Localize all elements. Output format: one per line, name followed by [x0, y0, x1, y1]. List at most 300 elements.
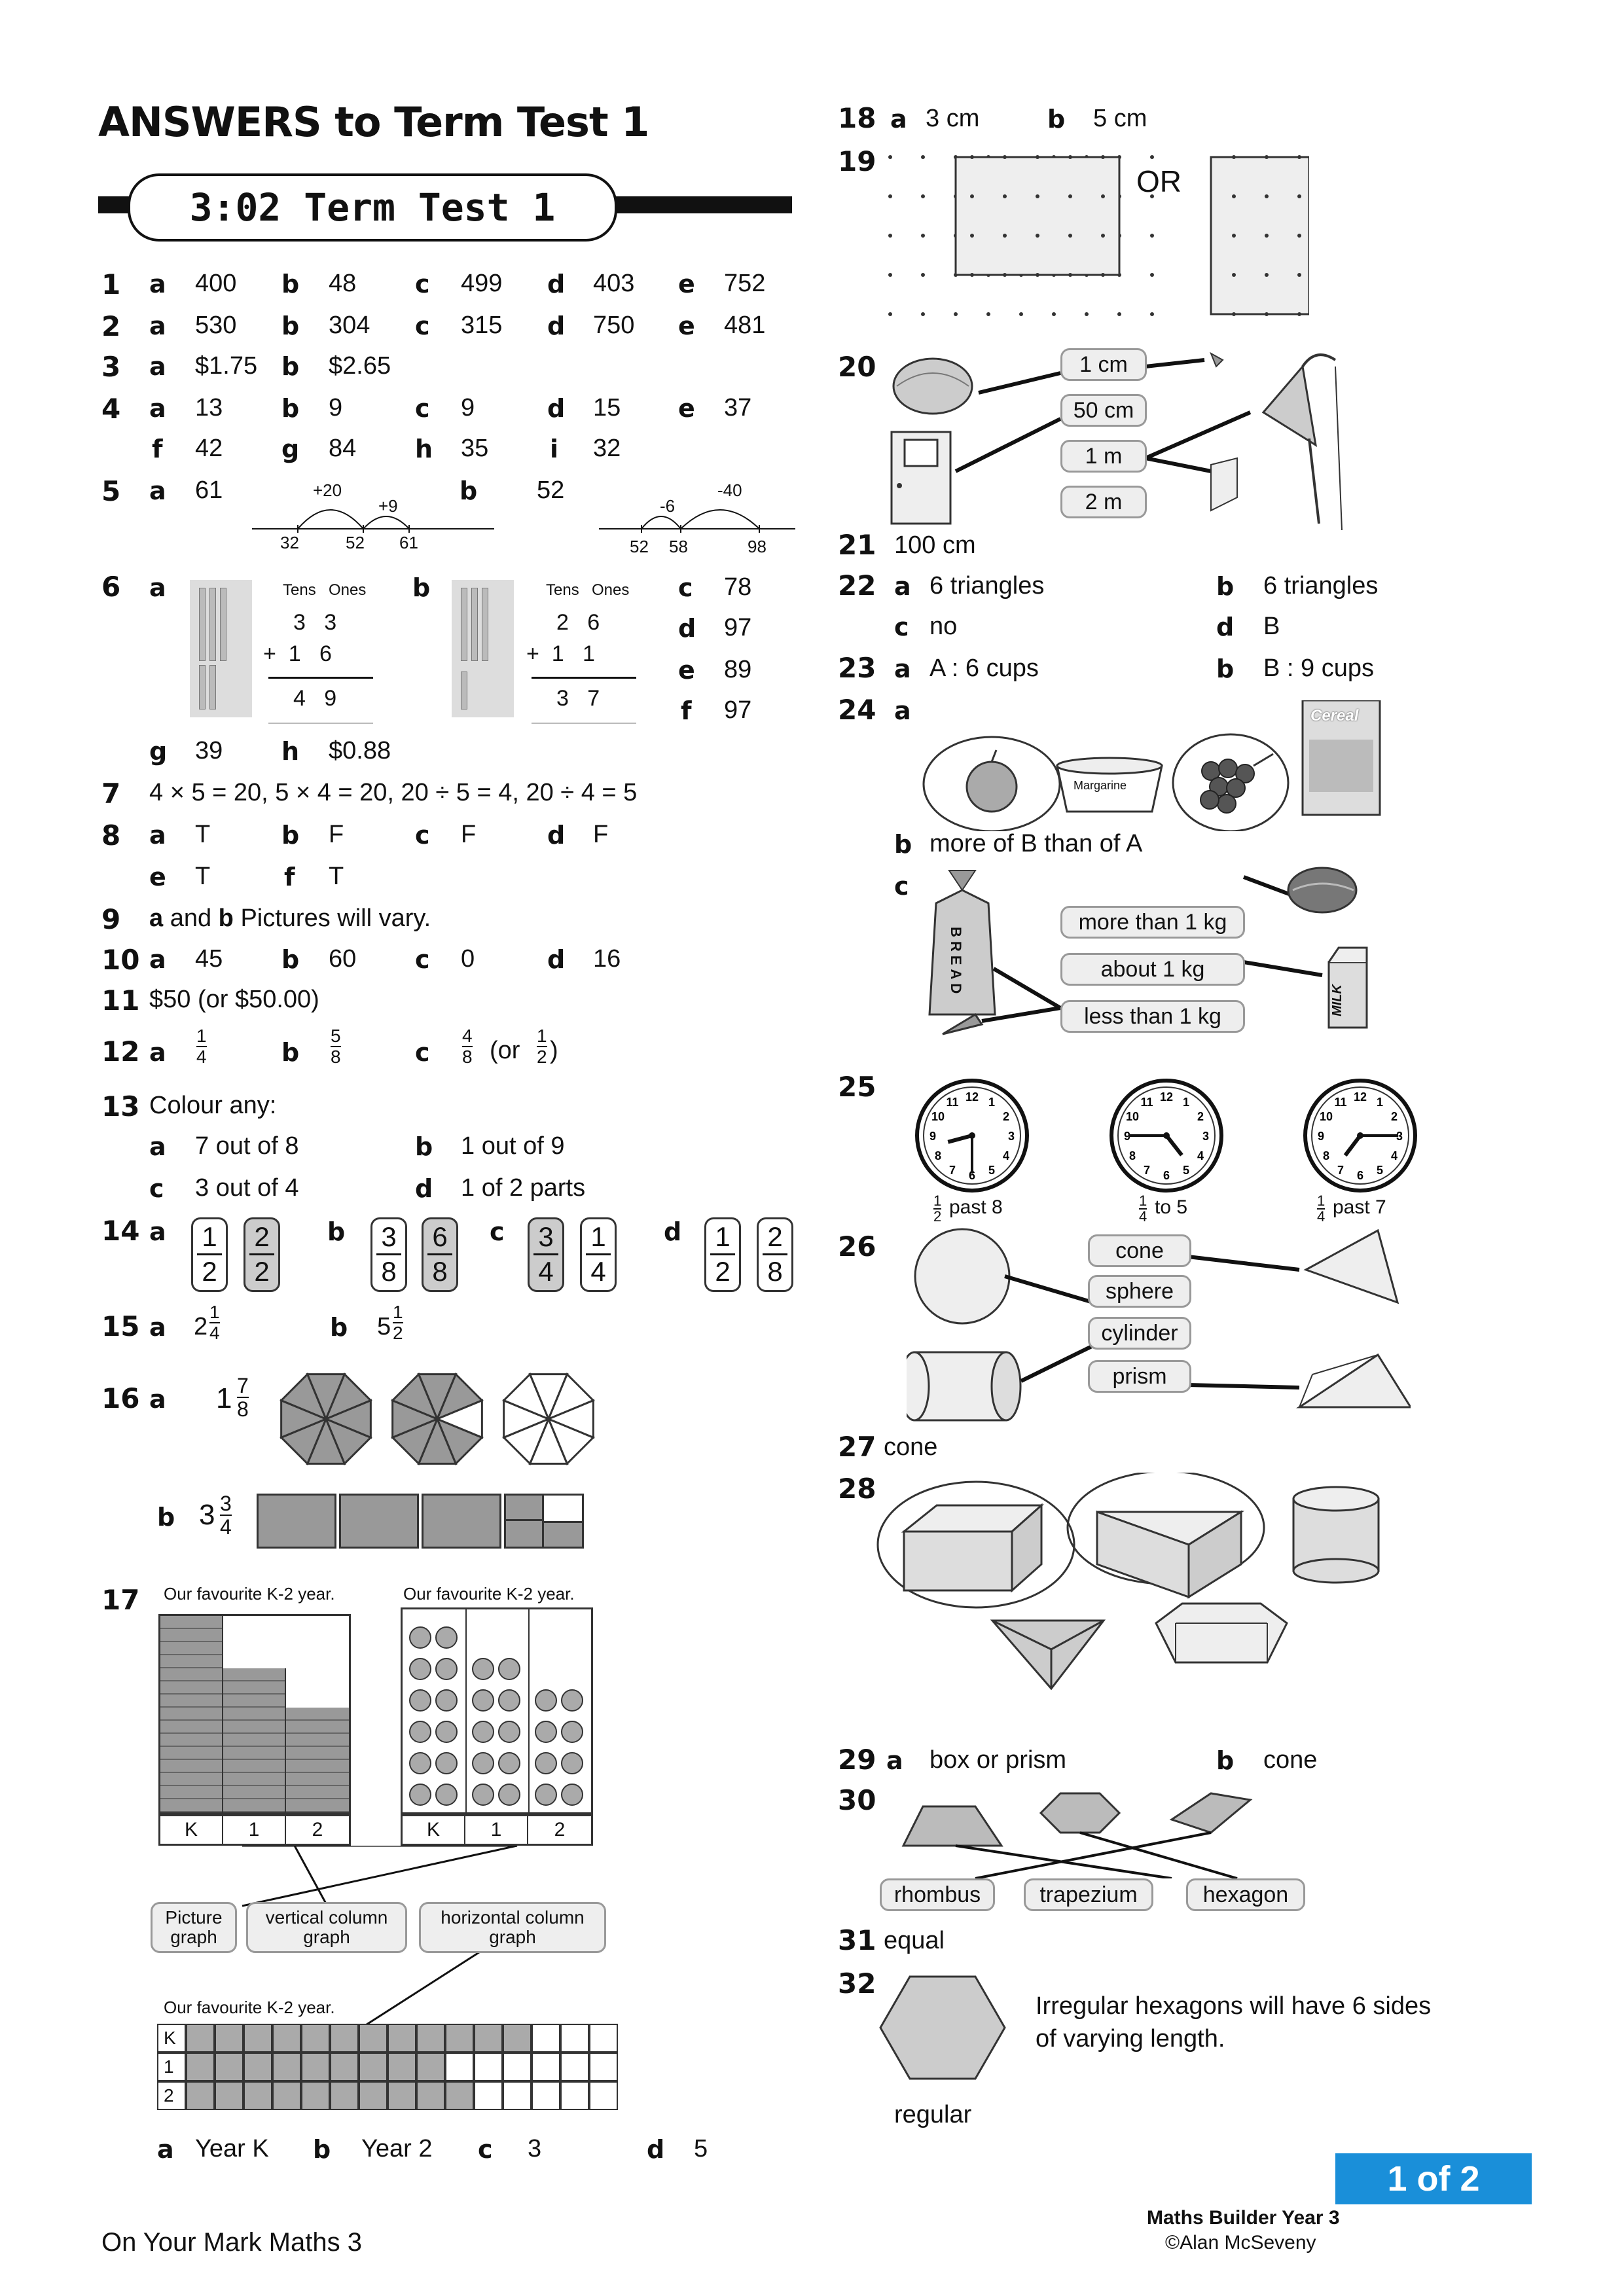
grid-cell [416, 2081, 445, 2110]
part-letter: a [149, 945, 166, 974]
grid-cell [445, 2053, 474, 2081]
margarine-label: Margarine [1074, 779, 1127, 792]
denominator: 2 [254, 1256, 270, 1287]
question-number: 22 [838, 569, 876, 601]
clock-numeral: 6 [1163, 1169, 1170, 1182]
question-number: 11 [101, 984, 140, 1016]
clock-numeral: 5 [1376, 1163, 1384, 1177]
question-number: 27 [838, 1431, 876, 1463]
answer-value: no [929, 613, 958, 640]
bread-label: BREAD [948, 927, 964, 998]
denominator: 4 [590, 1256, 606, 1287]
grid-dot [1150, 155, 1154, 159]
part-letter: d [664, 1217, 682, 1246]
column-header-ones: Ones [329, 581, 367, 599]
answer-value: 6 triangles [1263, 572, 1379, 600]
answer-value: 45 [195, 945, 223, 973]
part-letter: c [415, 945, 430, 974]
shape-option: rhombus [880, 1878, 995, 1911]
clock-numeral: 2 [1390, 1110, 1398, 1123]
grid-cell [560, 2024, 589, 2053]
answer-value: 750 [593, 312, 635, 339]
smiley-icon [435, 1626, 458, 1649]
question-number: 4 [101, 393, 121, 425]
question-number: 32 [838, 1967, 876, 2000]
question-number: 23 [838, 652, 876, 684]
whole-number: 2 [194, 1313, 208, 1340]
numerator: 5 [331, 1026, 341, 1046]
column-header-ones: Ones [592, 581, 630, 599]
picture-graph [401, 1607, 593, 1814]
grid-cell [301, 2053, 330, 2081]
part-letter: b [1216, 1746, 1235, 1775]
smiley-icon [561, 1721, 583, 1743]
grid-cell [416, 2053, 445, 2081]
dot-grid-rectangles [877, 144, 1309, 321]
part-letter: g [281, 435, 300, 463]
grid-cell [589, 2081, 618, 2110]
length-option: 2 m [1060, 486, 1147, 518]
question-number: 1 [101, 268, 121, 300]
answer-value: 304 [329, 312, 370, 339]
part-letter: b [281, 821, 300, 850]
part-letter: e [678, 270, 695, 298]
grid-cell [532, 2053, 560, 2081]
answer-value: 89 [724, 656, 752, 683]
clock-numeral: 7 [948, 1163, 956, 1177]
grid-cell [388, 2081, 416, 2110]
clock-numeral: 7 [1337, 1163, 1344, 1177]
part-letter: d [1216, 613, 1235, 641]
grid-cell [388, 2024, 416, 2053]
part-letter: a [149, 573, 166, 602]
fraction [462, 1026, 473, 1067]
part-letter: a [149, 821, 166, 850]
question-number: 24 [838, 694, 876, 726]
fraction [237, 1374, 249, 1420]
denominator: 8 [462, 1047, 473, 1067]
graph-axis-labels [401, 1814, 593, 1846]
question-number: 9 [101, 903, 121, 935]
part-letter: a [890, 105, 907, 134]
fraction [209, 1302, 220, 1343]
part-letter: a [894, 572, 911, 601]
part-letter: c [415, 1038, 430, 1067]
column-header-tens: Tens [546, 581, 579, 599]
graph-type-label: vertical column graph [246, 1902, 407, 1953]
part-letter: c [490, 1217, 505, 1246]
smiley-icon [409, 1626, 431, 1649]
sum-row: 3 7 [556, 686, 600, 711]
sum-row: 2 6 [556, 610, 600, 635]
part-letter: h [415, 435, 433, 463]
grid-cell [503, 2081, 532, 2110]
cereal-label: Cereal [1310, 707, 1359, 725]
answer-value: 481 [724, 312, 766, 339]
grid-dot [1085, 312, 1089, 316]
footer-series: Maths Builder Year 3 [1147, 2207, 1340, 2229]
fraction-card [191, 1217, 228, 1292]
answer-value: 9 [329, 394, 343, 422]
answer-value: 5 [694, 2135, 708, 2162]
fraction-card [704, 1217, 741, 1292]
answer-value: B [1263, 613, 1280, 640]
grid-dot [1265, 155, 1269, 159]
grid-dot [1101, 155, 1105, 159]
clock-numeral: 4 [1390, 1149, 1398, 1162]
answer-value: 0 [461, 945, 475, 973]
clock-center [1163, 1132, 1170, 1139]
part-letter: b [1216, 655, 1235, 683]
numerator: 2 [763, 1221, 787, 1255]
grid-dot [921, 273, 925, 277]
answer-value: 499 [461, 270, 503, 297]
denominator: 8 [767, 1256, 783, 1287]
length-option: 1 cm [1060, 348, 1147, 381]
smiley-icon [472, 1721, 494, 1743]
fraction-card [757, 1217, 793, 1292]
grid-dot [1265, 312, 1269, 316]
question-number: 2 [101, 310, 121, 342]
answer-text: more of B than of A [929, 830, 1143, 857]
part-letter: a [886, 1746, 903, 1775]
grid-cell [359, 2081, 388, 2110]
answer-value: 97 [724, 696, 752, 724]
question-number: 21 [838, 529, 876, 561]
answer-value: 84 [329, 435, 357, 462]
answer-value: 9 [461, 394, 475, 422]
part-letter: a [157, 2135, 174, 2164]
grid-cell [330, 2024, 359, 2053]
answer-value: 1 out of 9 [461, 1132, 565, 1160]
octagon-fraction-shaded [385, 1367, 490, 1471]
smiley-icon [472, 1752, 494, 1774]
tick-label: 61 [399, 533, 418, 552]
answer-value: B : 9 cups [1263, 655, 1374, 682]
or-label: OR [1136, 164, 1182, 198]
grid-dot [1297, 234, 1301, 238]
answer-value: 5 cm [1093, 105, 1147, 132]
answer-text [149, 905, 431, 933]
part-letter: b [460, 476, 478, 505]
jump-label: +20 [313, 480, 342, 500]
answer-text: 100 cm [894, 531, 976, 559]
grid-dot [1297, 194, 1301, 198]
part-letter: b [1216, 572, 1235, 601]
answer-value: 315 [461, 312, 503, 339]
part-letter: b [894, 830, 912, 859]
page-indicator: 1 of 2 [1335, 2153, 1532, 2204]
clock-numeral: 11 [946, 1096, 959, 1109]
part-letter: c [415, 312, 430, 340]
grid-cell [503, 2053, 532, 2081]
numerator: 1 [1139, 1193, 1147, 1209]
clock-center [969, 1132, 975, 1139]
denominator: 8 [381, 1256, 397, 1287]
denominator: 8 [237, 1397, 249, 1421]
grid-cell [330, 2053, 359, 2081]
grid-dot [1101, 234, 1105, 238]
clock-numeral: 5 [1182, 1163, 1190, 1177]
denominator: 4 [196, 1047, 207, 1067]
grid-dot [1297, 155, 1301, 159]
clock-caption: to 5 [1155, 1196, 1188, 1218]
smiley-icon [409, 1721, 431, 1743]
base-ten-blocks-image [452, 580, 514, 717]
part-letter: a [149, 1132, 166, 1161]
clock-numeral: 3 [1007, 1130, 1015, 1143]
solid-option: prism [1088, 1360, 1191, 1393]
smiley-icon [409, 1689, 431, 1712]
smiley-icon [435, 1689, 458, 1712]
question-number: 26 [838, 1230, 876, 1263]
clock-face [913, 1077, 1031, 1194]
clock-numeral: 2 [1197, 1110, 1204, 1123]
answer-value: 39 [195, 737, 223, 764]
fraction [1317, 1194, 1325, 1224]
numerator: 1 [586, 1221, 611, 1255]
grid-dot [1101, 194, 1105, 198]
part-letter: b [327, 1217, 346, 1246]
fraction [393, 1302, 403, 1343]
answer-text: Irregular hexagons will have 6 sides [1036, 1992, 1432, 2020]
clock-numeral: 10 [1320, 1110, 1333, 1123]
question-number: 19 [838, 145, 876, 177]
part-letter: b [330, 1313, 348, 1342]
part-letter: a [149, 270, 166, 298]
grid-cell [301, 2024, 330, 2053]
answer-value: T [195, 821, 211, 848]
question-number: 7 [101, 778, 121, 810]
row-label: K [157, 2024, 186, 2053]
answer-value: box or prism [929, 1746, 1067, 1774]
part-letter: c [894, 872, 909, 901]
grid-cell [416, 2024, 445, 2053]
footer-book-title: On Your Mark Maths 3 [101, 2228, 362, 2257]
grid-cell [474, 2024, 503, 2053]
category-label: 1 [465, 1816, 528, 1844]
denominator: 4 [538, 1256, 554, 1287]
part-letter: b [281, 352, 300, 381]
grid-dot [921, 234, 925, 238]
numerator: 1 [393, 1302, 403, 1322]
vertical-column-graph [158, 1614, 351, 1814]
numerator: 1 [197, 1221, 222, 1255]
answer-value: 13 [195, 394, 223, 422]
part-letter: b [157, 1503, 175, 1532]
smiley-icon [472, 1658, 494, 1680]
answer-value: 37 [724, 394, 752, 422]
whole-number: 3 [199, 1499, 215, 1531]
sum-rule [532, 723, 636, 724]
solid-option: cone [1088, 1234, 1191, 1267]
denominator: 2 [393, 1323, 403, 1343]
answer-value: 752 [724, 270, 766, 297]
answer-value: 1 of 2 parts [461, 1174, 586, 1202]
smiley-icon [561, 1689, 583, 1712]
fraction-card [370, 1217, 407, 1292]
smiley-icon [472, 1689, 494, 1712]
grid-dot [1232, 155, 1236, 159]
answer-value: 48 [329, 270, 357, 297]
category-label: 1 [223, 1816, 286, 1844]
smiley-icon [498, 1658, 520, 1680]
length-option: 1 m [1060, 440, 1147, 473]
answer-text: 4 × 5 = 20, 5 × 4 = 20, 20 ÷ 5 = 4, 20 ÷ 4 = 5 [149, 779, 638, 806]
clock-numeral: 12 [1159, 1090, 1174, 1103]
part-letter: b [218, 905, 234, 932]
sum-row: + 1 1 [526, 641, 595, 666]
grid-cell [532, 2081, 560, 2110]
grid-cell [272, 2053, 301, 2081]
grid-cell [215, 2081, 244, 2110]
clock-numeral: 4 [1197, 1149, 1204, 1162]
grid-dot [1068, 194, 1072, 198]
part-letter: a [149, 905, 164, 932]
base-ten-blocks-image [190, 580, 252, 717]
grid-cell [474, 2053, 503, 2081]
grid-dot [1265, 273, 1269, 277]
denominator: 2 [933, 1208, 942, 1225]
part-letter: d [415, 1174, 433, 1203]
part-letter: b [281, 945, 300, 974]
numerator: 3 [220, 1492, 232, 1515]
answer-text: cone [884, 1433, 938, 1461]
fraction-card [528, 1217, 564, 1292]
part-letter: d [547, 394, 566, 423]
question-number: 28 [838, 1473, 876, 1505]
grid-dot [1052, 312, 1056, 316]
part-letter: c [415, 270, 430, 298]
fraction-card [422, 1217, 458, 1292]
numerator: 1 [710, 1221, 735, 1255]
smiley-icon [498, 1689, 520, 1712]
grid-cell [474, 2081, 503, 2110]
graph-title: Our favourite K-2 year. [403, 1584, 575, 1604]
answer-value: 403 [593, 270, 635, 297]
question-number: 6 [101, 571, 121, 603]
part-letter: c [894, 613, 909, 641]
grid-cell [272, 2024, 301, 2053]
smiley-icon [435, 1784, 458, 1806]
clock-numeral: 3 [1396, 1130, 1403, 1143]
part-letter: g [149, 737, 168, 766]
jump-label: -40 [717, 480, 742, 500]
denominator: 2 [202, 1256, 217, 1287]
clock-numeral: 8 [935, 1149, 942, 1162]
question-number: 10 [101, 944, 140, 976]
grid-dot [1297, 312, 1301, 316]
answer-value: 35 [461, 435, 489, 462]
answer-value: Year 2 [361, 2135, 433, 2162]
grid-dot [1297, 273, 1301, 277]
part-letter: c [415, 821, 430, 850]
grid-cell [589, 2024, 618, 2053]
question-number: 25 [838, 1071, 876, 1103]
grid-cell [560, 2081, 589, 2110]
tick-label: 32 [280, 533, 299, 552]
smiley-icon [435, 1658, 458, 1680]
part-letter: f [681, 696, 692, 725]
grid-dot [970, 273, 974, 277]
part-letter: d [678, 614, 696, 643]
whole-bar-shaded [422, 1494, 501, 1549]
part-letter: a [149, 1313, 166, 1342]
grid-dot [1036, 155, 1039, 159]
fraction [196, 1026, 207, 1067]
answer-value: 3 [528, 2135, 542, 2162]
denominator: 4 [220, 1515, 232, 1539]
sum-row: + 1 6 [263, 641, 332, 666]
clock-face [1108, 1077, 1225, 1194]
clock-caption: past 7 [1333, 1196, 1386, 1218]
grid-dot [1101, 273, 1105, 277]
grid-dot [1003, 234, 1007, 238]
question-number: 31 [838, 1924, 876, 1956]
grid-cell [532, 2024, 560, 2053]
graph-axis-labels [158, 1814, 351, 1846]
clock-numeral: 4 [1002, 1149, 1009, 1162]
grid-dot [888, 312, 892, 316]
answer-text: (or [490, 1037, 520, 1064]
grid-dot [888, 273, 892, 277]
part-letter: d [647, 2135, 665, 2164]
part-letter: a [149, 1385, 166, 1414]
answer-value: 400 [195, 270, 237, 297]
denominator: 2 [715, 1256, 731, 1287]
answer-value: $0.88 [329, 737, 391, 764]
part-letter: a [894, 655, 911, 683]
answer-text-part: Pictures will vary. [233, 905, 431, 932]
grid-dot [1068, 155, 1072, 159]
octagon-fraction-empty [496, 1367, 601, 1471]
grid-cell [503, 2024, 532, 2053]
answer-value: F [593, 821, 609, 848]
clock-numeral: 2 [1002, 1110, 1009, 1123]
smiley-icon [498, 1784, 520, 1806]
octagon-fraction-shaded [274, 1367, 378, 1471]
question-number: 20 [838, 351, 876, 383]
smiley-icon [535, 1784, 557, 1806]
numerator: 1 [1317, 1193, 1326, 1209]
denominator: 4 [1317, 1208, 1326, 1225]
answer-value: 15 [593, 394, 621, 422]
number-line-b [596, 484, 799, 556]
numerator: 1 [196, 1026, 207, 1046]
grid-cell [301, 2081, 330, 2110]
fraction-card [244, 1217, 280, 1292]
denominator: 8 [432, 1256, 448, 1287]
quarter-bar [504, 1494, 584, 1549]
smiley-icon [561, 1752, 583, 1774]
sum-rule [268, 677, 373, 679]
part-letter: b [415, 1132, 433, 1161]
grid-dot [888, 234, 892, 238]
sum-row: 3 3 [293, 610, 337, 635]
answer-value: $1.75 [195, 352, 258, 380]
sum-row: 4 9 [293, 686, 337, 711]
smiley-icon [535, 1752, 557, 1774]
grid-dot [1150, 234, 1154, 238]
clock-numeral: 6 [1356, 1169, 1364, 1182]
question-number: 5 [101, 475, 121, 507]
tick-label: 58 [669, 537, 688, 556]
grid-dot [1150, 273, 1154, 277]
tick-label: 52 [346, 533, 365, 552]
part-letter: b [281, 394, 300, 423]
grid-cell [359, 2024, 388, 2053]
part-letter: b [412, 573, 431, 602]
